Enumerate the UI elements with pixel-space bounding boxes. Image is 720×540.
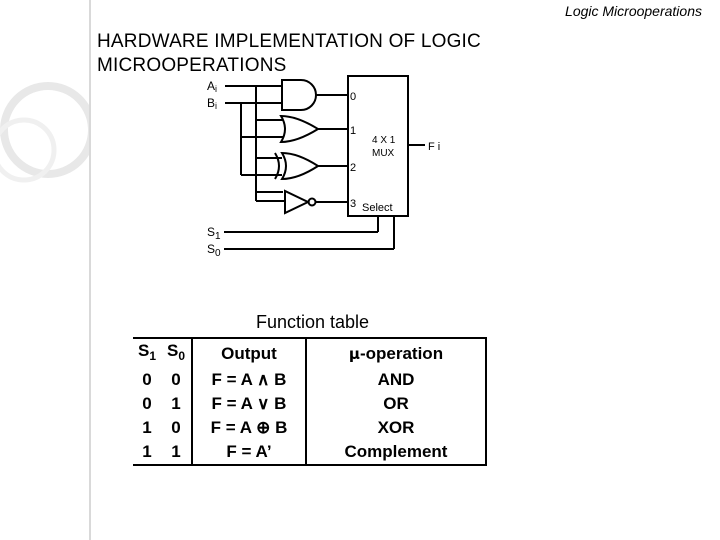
xor-gate [282,153,318,179]
and-gate [282,80,316,110]
mux-input-3-label: 3 [350,198,357,210]
mux-box [348,76,408,216]
table-row: 0 0 F = A ∧ B AND [133,368,486,392]
function-table [133,337,487,466]
mu-symbol: μ [348,344,360,363]
mux-output-label: F i [428,141,441,153]
mux-size-label: 4 X 1 [372,135,396,146]
mux-select-label: Select [362,202,393,214]
mux-input-0-label: 0 [350,91,357,103]
table-row: 1 0 F = A ⊕ B XOR [133,416,486,440]
not-gate [285,191,308,213]
mux-input-2-label: 2 [350,162,357,174]
mux-input-1-label: 1 [350,125,357,137]
slide-title: HARDWARE IMPLEMENTATION OF LOGIC MICROOPERATIONS [97,31,481,76]
function-table-title: Function table [256,312,370,332]
header-operation: μ-operation [306,338,486,368]
s0-label: $S_0$ [207,242,221,259]
input-a-label: Ai [207,79,218,94]
table-row: 0 1 F = A ∨ B OR [133,392,486,416]
s1-label: $S_1$ [207,225,221,242]
function-table-header-row [133,338,486,368]
input-b-label: Bi [207,96,218,111]
table-row: 1 1 F = A’ Complement [133,440,486,465]
header-s0: $S_0$ [161,338,192,368]
header-output: Output [192,338,306,368]
mux-type-label: MUX [372,148,395,159]
or-gate [281,116,318,142]
header-s1: $S_1$ [133,338,161,368]
section-header: Logic Microoperations [565,3,702,19]
